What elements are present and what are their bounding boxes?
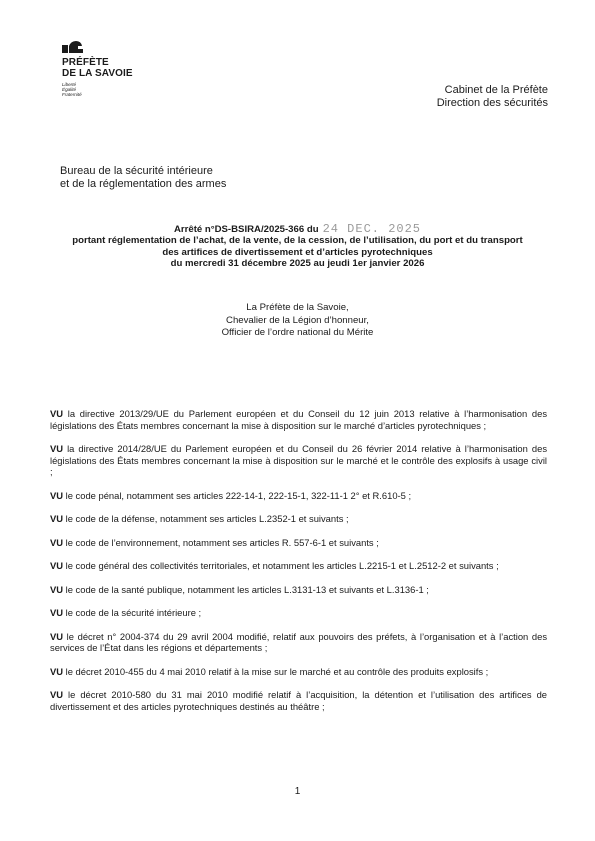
decree-number-line (40, 224, 555, 235)
decree-subject-line-1: portant réglementation de l’achat, de la vente, de la cession, de l’utilisation, du port et du transport (72, 235, 523, 247)
bureau-block (60, 165, 226, 191)
visa-text: le code pénal, notamment ses articles 222-14-1, 222-15-1, 322-11-1 2° et R.610-5 ; (65, 489, 412, 501)
visas-list (50, 408, 547, 724)
visa-vu: VU (50, 665, 64, 677)
logo-name (62, 57, 152, 79)
issuing-service (437, 84, 548, 110)
visa-vu: VU (50, 536, 64, 548)
authority-block (0, 302, 595, 340)
decree-number: Arrêté n°DS-BSIRA/2025-366 du (173, 224, 319, 235)
republic-motto (62, 82, 152, 97)
visa-item (50, 513, 547, 525)
authority-line-2: Chevalier de la Légion d’honneur, (226, 314, 369, 326)
page-number: 1 (294, 786, 301, 797)
visa-item (50, 607, 547, 619)
visa-item (50, 689, 547, 712)
visa-text: le code de la défense, notamment ses articles L.2352-1 et suivants ; (65, 513, 349, 524)
visa-text: le code de la sécurité intérieure ; (65, 607, 202, 618)
logo-line-2: DE LA SAVOIE (62, 68, 133, 79)
visa-vu: VU (50, 630, 64, 642)
motto-liberte: Liberté (62, 82, 77, 87)
visa-vu: VU (50, 489, 64, 501)
visa-vu: VU (50, 443, 64, 454)
decree-title (40, 224, 555, 270)
visa-vu: VU (50, 513, 64, 524)
visa-vu: VU (50, 408, 64, 419)
visa-item (50, 560, 547, 572)
authority-line-3: Officier de l’ordre national du Mérite (221, 327, 374, 338)
visa-text: la directive 2013/29/UE du Parlement européen et du Conseil du 12 juin 2013 relative à l’harmonisation des législations des États membres concernant la mise à disposition sur le marché d’articles pyrotechniques ; (50, 408, 548, 431)
motto-fraternite: Fraternité (62, 92, 82, 97)
visa-item (50, 666, 547, 678)
visa-text: le code général des collectivités territoriales, et notamment les articles L.2215-1 et L.2512-2 et suivants ; (65, 560, 499, 571)
visa-item (50, 490, 547, 502)
bureau-line-1: Bureau de la sécurité intérieure (60, 165, 213, 177)
visa-item (50, 631, 547, 654)
visa-vu: VU (50, 560, 64, 571)
visa-text: la directive 2014/28/UE du Parlement européen et du Conseil du 26 février 2014 relative à l’harmonisation des législations des États membres concernant la mise à disposition sur le marché et le contrôle des explosifs à usage civil ; (50, 443, 548, 477)
decree-subject-line-2: des artifices de divertissement et d’articles pyrotechniques (162, 246, 433, 258)
visa-vu: VU (50, 689, 64, 700)
motto-egalite: Égalité (62, 87, 77, 92)
decree-period: du mercredi 31 décembre 2025 au jeudi 1er janvier 2026 (170, 258, 425, 270)
visa-text: le code de l’environnement, notamment ses articles R. 557-6-1 et suivants ; (65, 536, 379, 548)
visa-text: le décret 2010-455 du 4 mai 2010 relatif à la mise sur le marché et au contrôle des produits explosifs ; (65, 665, 489, 677)
logo-line-1: PRÉFÈTE (62, 57, 109, 68)
visa-vu: VU (50, 607, 64, 618)
marianne-emblem-icon (62, 40, 84, 53)
visa-item (50, 537, 547, 549)
visa-item (50, 443, 547, 478)
direction-label: Direction des sécurités (436, 97, 548, 109)
visa-text: le décret n° 2004-374 du 29 avril 2004 modifié, relatif aux pouvoirs des préfets, à l’organisation et à l’action des services de l’État dans les régions et départements ; (50, 630, 548, 653)
date-stamp: 24 DEC. 2025 (322, 222, 421, 236)
visa-text: le décret 2010-580 du 31 mai 2010 modifié relatif à l’acquisition, la détention et l’utilisation des artifices de divertissement et des articles pyrotechniques destinés au théâtre ; (50, 689, 547, 712)
visa-text: le code de la santé publique, notamment les articles L.3131-13 et suivants et L.3136-1 ; (65, 583, 429, 595)
cabinet-label: Cabinet de la Préfète (444, 84, 548, 96)
visa-vu: VU (50, 583, 64, 595)
visa-item (50, 584, 547, 596)
visa-item (50, 408, 547, 431)
prefecture-logo (62, 40, 152, 97)
authority-line-1: La Préfète de la Savoie, (246, 302, 349, 313)
bureau-line-2: et de la réglementation des armes (60, 178, 227, 190)
